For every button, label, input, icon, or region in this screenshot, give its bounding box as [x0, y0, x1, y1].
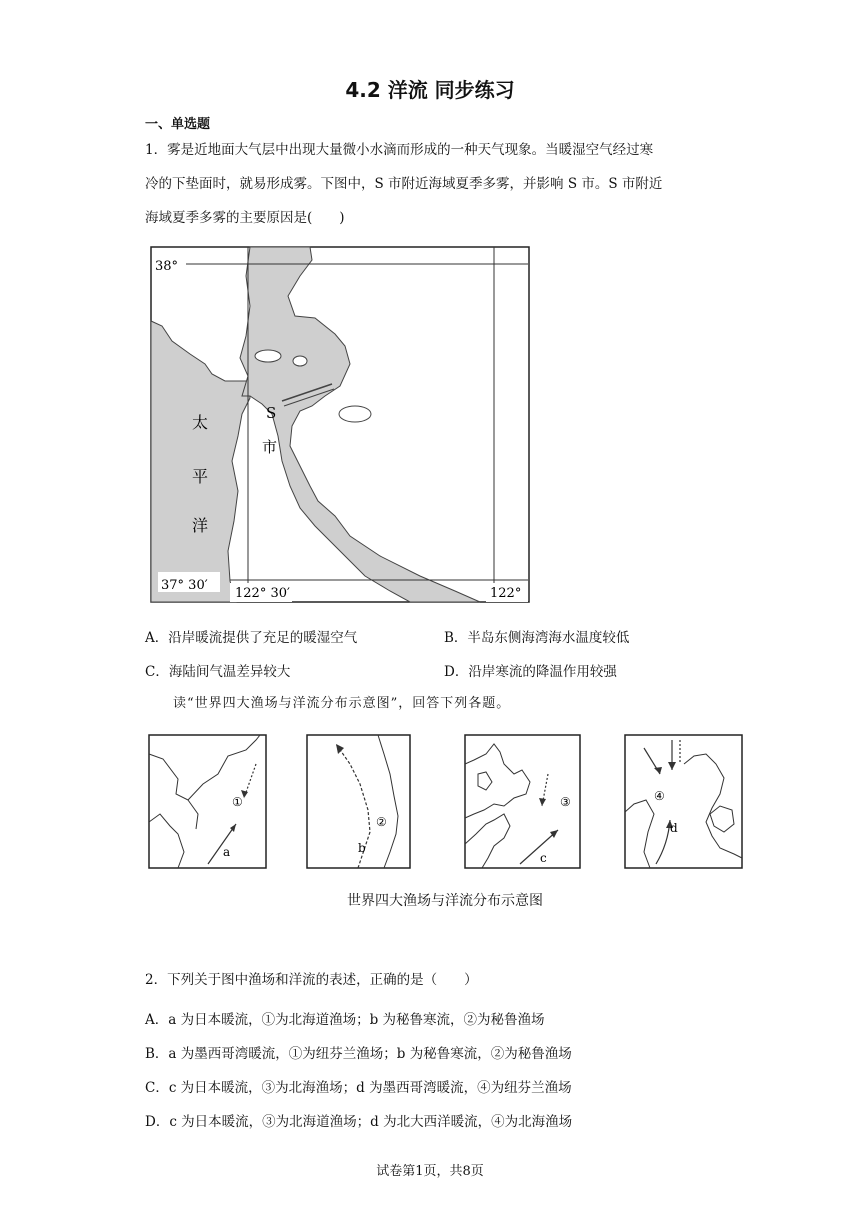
fishery-map-2 — [306, 734, 412, 870]
fisheries-intro: 读“世界四大渔场与洋流分布示意图”，回答下列各题。 — [173, 696, 511, 711]
ocean-char-2: 平 — [192, 467, 209, 486]
question-2-stem: 2．下列关于图中渔场和洋流的表述，正确的是（ ） — [145, 972, 478, 988]
lat-bottom-label: 37° 30′ — [161, 578, 208, 593]
question-1-stem — [145, 133, 725, 235]
current-label-c: c — [540, 851, 547, 865]
city-s-label: S — [266, 404, 277, 422]
current-label-a: a — [223, 845, 231, 859]
question-1-line-3: 海域夏季多雾的主要原因是( ) — [145, 210, 345, 226]
fishery-label-1: ① — [232, 795, 243, 809]
q2-option-c: C．c 为日本暖流，③为北海渔场；d 为墨西哥湾暖流，④为纽芬兰渔场 — [145, 1080, 572, 1096]
question-1-line-1: 1．雾是近地面大气层中出现大量微小水滴而形成的一种天气现象。当暖湿空气经过寒 — [145, 142, 654, 158]
q1-option-d: D．沿岸寒流的降温作用较强 — [444, 664, 617, 680]
q2-option-a: A．a 为日本暖流，①为北海道渔场；b 为秘鲁寒流，②为秘鲁渔场 — [145, 1012, 545, 1028]
fishery-label-4: ④ — [654, 789, 665, 803]
island-2 — [293, 356, 307, 366]
island-3 — [339, 406, 371, 422]
city-shi-label: 市 — [262, 438, 278, 456]
s-city-map — [150, 246, 532, 606]
current-label-b: b — [358, 841, 366, 855]
ocean-char-3: 洋 — [192, 516, 209, 535]
lon-left-label: 122° 30′ — [235, 586, 290, 601]
ocean-char-1: 太 — [192, 413, 209, 432]
section-heading: 一、单选题 — [145, 117, 211, 132]
question-1-line-2: 冷的下垫面时，就易形成雾。下图中，S 市附近海域夏季多雾，并影响 S 市。S 市附近 — [145, 176, 663, 192]
q1-option-b: B．半岛东侧海湾海水温度较低 — [444, 630, 630, 646]
fishery-label-2: ② — [376, 815, 387, 829]
fishery-map-3 — [464, 734, 582, 870]
fishery-map-4 — [624, 734, 744, 870]
page-footer: 试卷第1页，共8页 — [376, 1164, 484, 1179]
q2-option-d: D．c 为日本暖流，③为北海道渔场；d 为北大西洋暖流，④为北海渔场 — [145, 1114, 573, 1130]
lat-top-label: 38° — [155, 259, 179, 274]
fishery-map-1 — [148, 734, 268, 870]
q1-option-a: A．沿岸暖流提供了充足的暖湿空气 — [145, 630, 358, 646]
fisheries-caption: 世界四大渔场与洋流分布示意图 — [347, 893, 543, 909]
q2-option-b: B．a 为墨西哥湾暖流，①为纽芬兰渔场；b 为秘鲁寒流，②为秘鲁渔场 — [145, 1046, 572, 1062]
current-label-d: d — [670, 821, 678, 835]
fishery-label-3: ③ — [560, 795, 571, 809]
page-title: 4.2 洋流 同步练习 — [345, 78, 515, 102]
island-1 — [255, 350, 281, 362]
q1-option-c: C．海陆间气温差异较大 — [145, 664, 291, 680]
lon-right-label: 122° — [490, 586, 522, 601]
